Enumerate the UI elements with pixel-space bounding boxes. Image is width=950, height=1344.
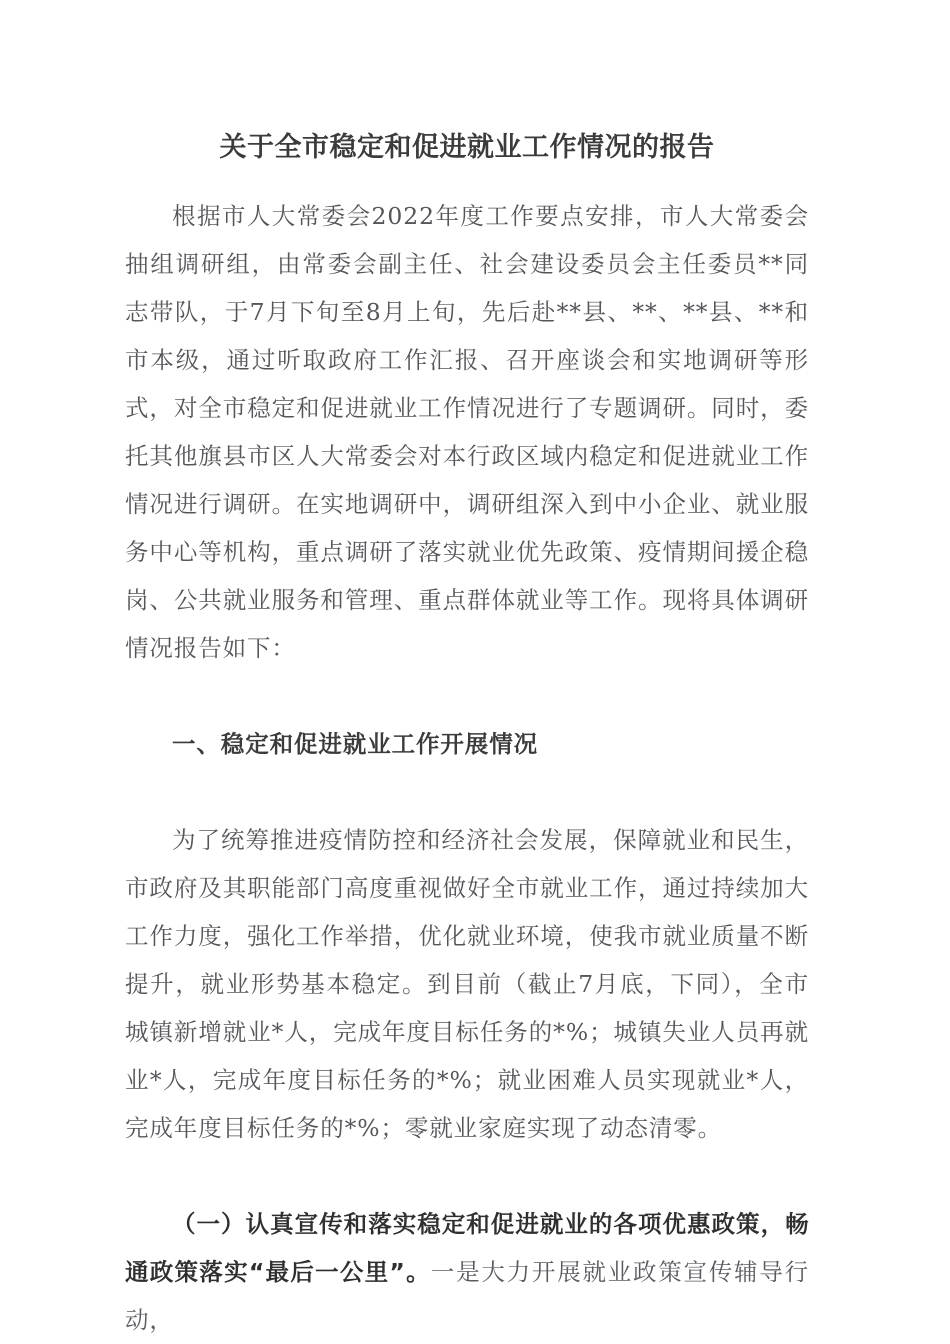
subsection-spacer (125, 1152, 809, 1200)
heading-spacer-above (125, 672, 809, 720)
page-title: 关于全市稳定和促进就业工作情况的报告 (219, 132, 715, 163)
intro-paragraph: 根据市人大常委会2022年度工作要点安排，市人大常委会抽组调研组，由常委会副主任、社会建设委员会主任委员**同志带队，于7月下旬至8月上旬，先后赴**县、**、**县、**和市本级，通过听取政府工作汇报、召开座谈会和实地调研等形式，对全市稳定和促进就业工作情况进行了专题调研。同时，委托其他旗县市区人大常委会对本行政区域内稳定和促进就业工作情况进行调研。在实地调研中，调研组深入到中小企业、就业服务中心等机构，重点调研了落实就业优先政策、疫情期间援企稳岗、公共就业服务和管理、重点群体就业等工作。现将具体调研情况报告如下： (125, 202, 809, 663)
subsection-1-lead: （一）认真宣传和落实稳定和促进就业的各项优惠政策，畅通政策落实“最后一公里”。 (125, 1210, 809, 1287)
subsection-1-paragraph (125, 1200, 809, 1344)
section-1-paragraph: 为了统筹推进疫情防控和经济社会发展，保障就业和民生，市政府及其职能部门高度重视做好全市就业工作，通过持续加大工作力度，强化工作举措，优化就业环境，使我市就业质量不断提升，就业形势基本稳定。到目前（截止7月底，下同），全市城镇新增就业*人，完成年度目标任务的*%；城镇失业人员再就业*人，完成年度目标任务的*%；就业困难人员实现就业*人，完成年度目标任务的*%；零就业家庭实现了动态清零。 (125, 826, 809, 1143)
section-heading-1: 一、稳定和促进就业工作开展情况 (172, 730, 538, 759)
document-body (125, 0, 809, 1344)
subsection-1-rest: 一是大力开展就业政策宣传辅导行动， (125, 1258, 809, 1335)
heading-spacer-below (125, 768, 809, 816)
